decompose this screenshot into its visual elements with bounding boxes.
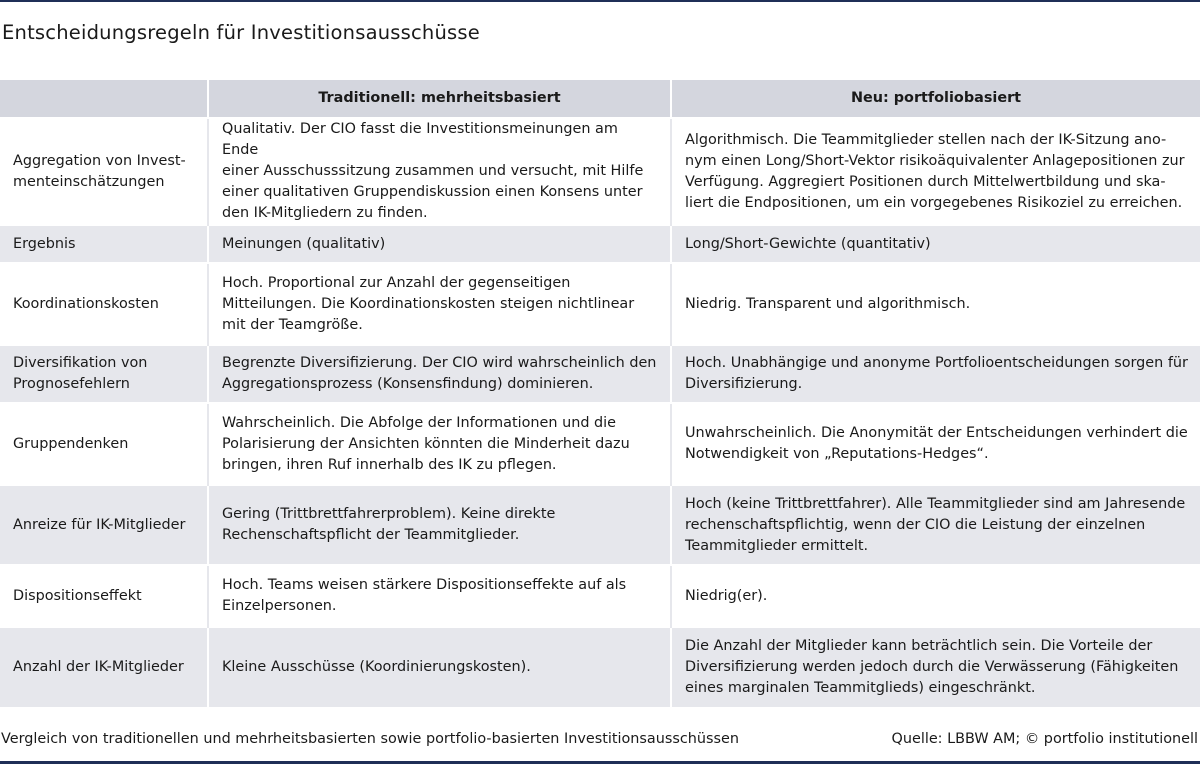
cell-portfolio: Unwahrscheinlich. Die Anonymität der Entscheidungen verhindert die Notwendigkeit von „Reputations-Hedges“. [671, 403, 1200, 485]
cell-portfolio: Niedrig(er). [671, 565, 1200, 627]
cell-portfolio: Hoch. Unabhängige und anonyme Portfolioentscheidungen sorgen für Diversifizierung. [671, 345, 1200, 403]
row-label: Anreize für IK-Mitglieder [0, 485, 208, 565]
row-label: Anzahl der IK-Mitglieder [0, 627, 208, 707]
cell-traditional: Kleine Ausschüsse (Koordinierungskosten). [208, 627, 671, 707]
cell-portfolio: Hoch (keine Trittbrettfahrer). Alle Teammitglieder sind am Jahresende rechenschaftspflichtig, wenn der CIO die Leistung der einzelnen Teammitglieder ermittelt. [671, 485, 1200, 565]
row-label: Aggregation von Invest- menteinschätzungen [0, 118, 208, 225]
table-row [0, 345, 1200, 403]
top-rule [0, 0, 1200, 2]
cell-traditional: Wahrscheinlich. Die Abfolge der Informationen und die Polarisierung der Ansichten könnten die Minderheit dazu bringen, ihren Ruf innerhalb des IK zu pflegen. [208, 403, 671, 485]
row-label: Diversifikation von Prognosefehlern [0, 345, 208, 403]
caption: Vergleich von traditionellen und mehrheitsbasierten sowie portfolio-basierten Investitionsausschüssen [1, 731, 739, 747]
table-row [0, 403, 1200, 485]
cell-traditional: Hoch. Proportional zur Anzahl der gegenseitigen Mitteilungen. Die Koordinationskosten steigen nichtlinear mit der Teamgröße. [208, 263, 671, 345]
table-row [0, 485, 1200, 565]
page-title: Entscheidungsregeln für Investitionsausschüsse [2, 21, 480, 44]
header-portfolio: Neu: portfoliobasiert [671, 80, 1200, 118]
cell-traditional: Qualitativ. Der CIO fasst die Investitionsmeinungen am Ende einer Ausschusssitzung zusammen und versucht, mit Hilfe einer qualitativen Gruppendiskussion einen Konsens unter den IK-Mitgliedern zu finden. [208, 118, 671, 225]
cell-portfolio: Niedrig. Transparent und algorithmisch. [671, 263, 1200, 345]
header-criterion [0, 80, 208, 118]
table-body [0, 118, 1200, 707]
cell-traditional: Begrenzte Diversifizierung. Der CIO wird wahrscheinlich den Aggregationsprozess (Konsensfindung) dominieren. [208, 345, 671, 403]
row-label: Gruppendenken [0, 403, 208, 485]
row-label: Ergebnis [0, 225, 208, 263]
table-row [0, 118, 1200, 225]
cell-portfolio: Long/Short-Gewichte (quantitativ) [671, 225, 1200, 263]
table-row [0, 565, 1200, 627]
table-row [0, 263, 1200, 345]
cell-portfolio: Die Anzahl der Mitglieder kann beträchtlich sein. Die Vorteile der Diversifizierung werden jedoch durch die Verwässerung (Fähigkeiten eines marginalen Teammitglieds) eingeschränkt. [671, 627, 1200, 707]
cell-traditional: Gering (Trittbrettfahrerproblem). Keine direkte Rechenschaftspflicht der Teammitglieder. [208, 485, 671, 565]
table-row [0, 225, 1200, 263]
cell-traditional: Meinungen (qualitativ) [208, 225, 671, 263]
source-credit: Quelle: LBBW AM; © portfolio institutionell [891, 731, 1198, 747]
table-header-row [0, 80, 1200, 118]
comparison-table [0, 80, 1200, 707]
row-label: Koordinationskosten [0, 263, 208, 345]
cell-portfolio: Algorithmisch. Die Teammitglieder stellen nach der IK-Sitzung ano- nym einen Long/Short-Vektor risikoäquivalenter Anlagepositionen zur Verfügung. Aggregiert Positionen durch Mittelwertbildung und ska- liert die Endpositionen, um ein vorgegebenes Risikoziel zu erreichen. [671, 118, 1200, 225]
cell-traditional: Hoch. Teams weisen stärkere Dispositionseffekte auf als Einzelpersonen. [208, 565, 671, 627]
table-row [0, 627, 1200, 707]
header-traditional: Traditionell: mehrheitsbasiert [208, 80, 671, 118]
row-label: Dispositionseffekt [0, 565, 208, 627]
bottom-rule [0, 761, 1200, 764]
